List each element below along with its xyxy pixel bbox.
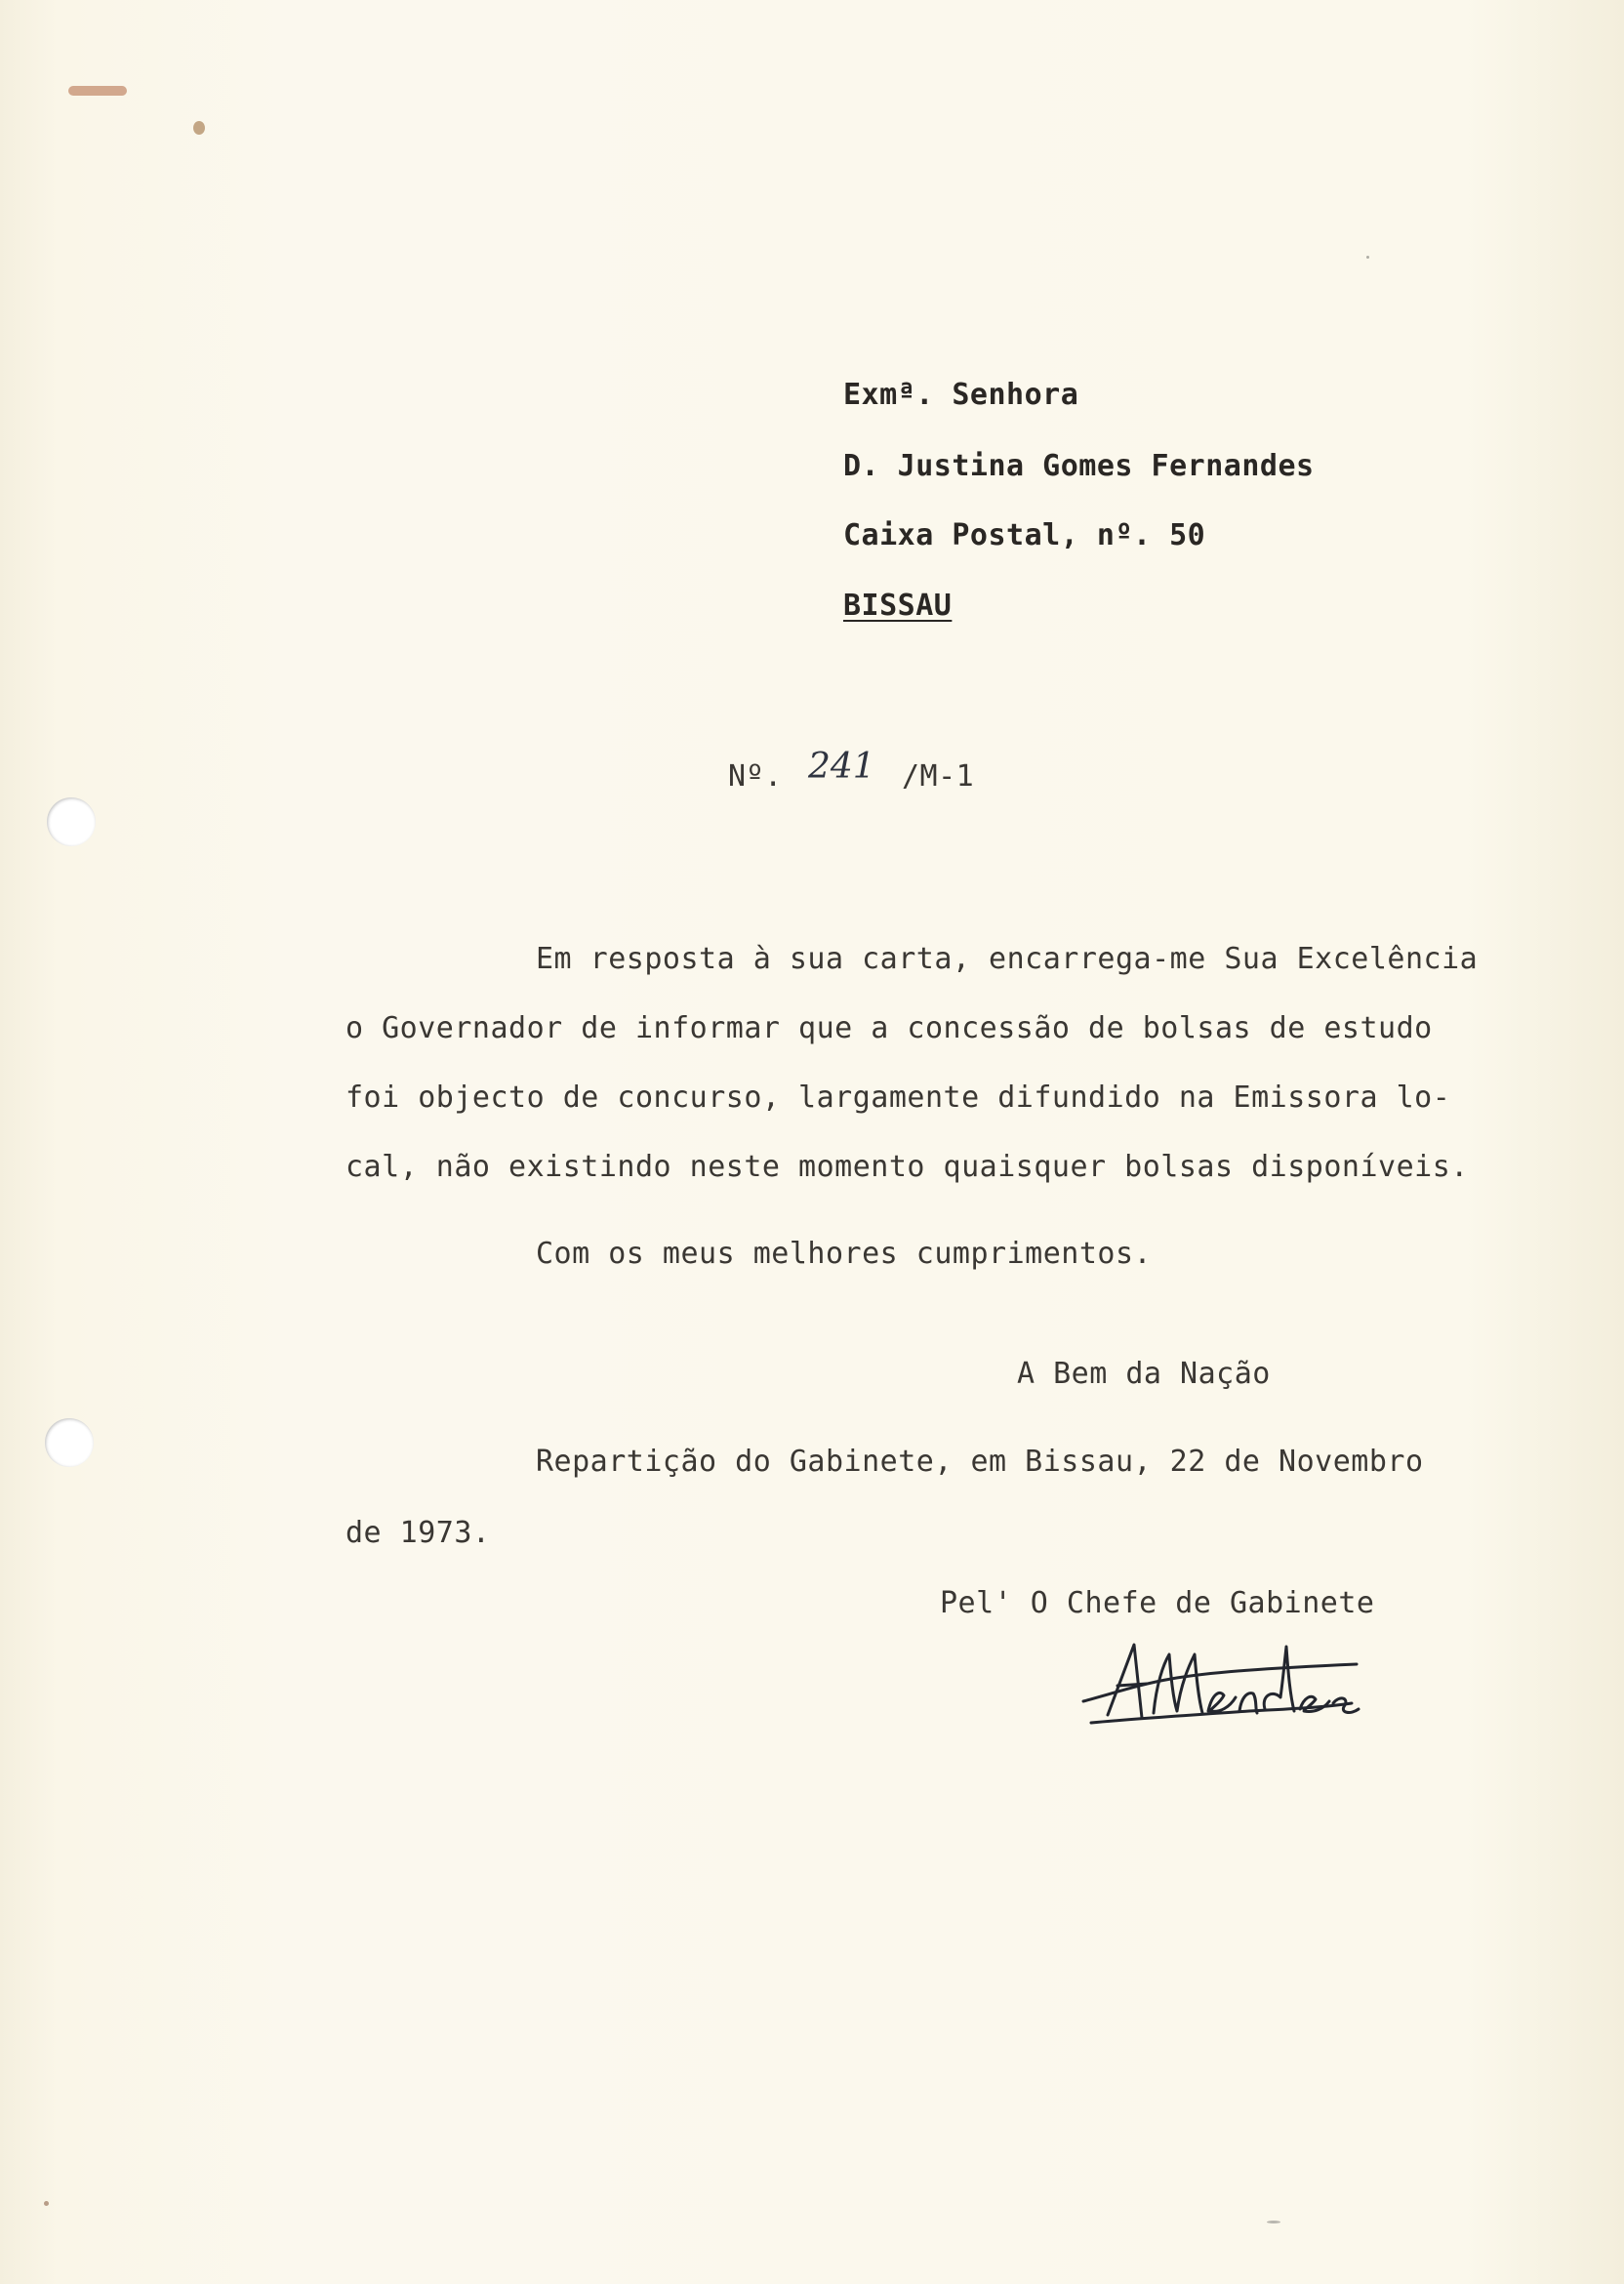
recipient-name: D. Justina Gomes Fernandes <box>843 449 1315 483</box>
body-line-2: o Governador de informar que a concessão de bolsas de estudo <box>345 1011 1433 1045</box>
punch-hole-lower <box>45 1418 94 1467</box>
body-line-3: foi objecto de concurso, largamente difundido na Emissora lo- <box>345 1081 1451 1115</box>
signature <box>1074 1625 1366 1742</box>
reference-handwritten-number: 241 <box>808 747 875 787</box>
paper-speck <box>1267 2221 1280 2223</box>
rust-stain <box>68 86 127 96</box>
recipient-salutation: Exmª. Senhora <box>843 378 1079 412</box>
recipient-city: BISSAU <box>843 589 953 623</box>
signatory-title: Pel' O Chefe de Gabinete <box>940 1586 1375 1620</box>
motto: A Bem da Nação <box>1017 1357 1271 1391</box>
punch-hole-upper <box>47 797 96 846</box>
rust-spot <box>193 121 205 135</box>
recipient-address: Caixa Postal, nº. 50 <box>843 518 1206 552</box>
reference-prefix: Nº. <box>728 759 783 794</box>
closing-line: Com os meus melhores cumprimentos. <box>536 1237 1153 1271</box>
paper-speck <box>44 2201 49 2206</box>
place-date-line-2: de 1973. <box>345 1516 491 1550</box>
paper-speck <box>1366 256 1369 259</box>
place-date-line-1: Repartição do Gabinete, em Bissau, 22 de Novembro <box>536 1445 1424 1479</box>
body-line-4: cal, não existindo neste momento quaisquer bolsas disponíveis. <box>345 1150 1469 1184</box>
body-line-1: Em resposta à sua carta, encarrega-me Sua Excelência <box>536 942 1479 976</box>
reference-suffix: /M-1 <box>902 759 975 794</box>
